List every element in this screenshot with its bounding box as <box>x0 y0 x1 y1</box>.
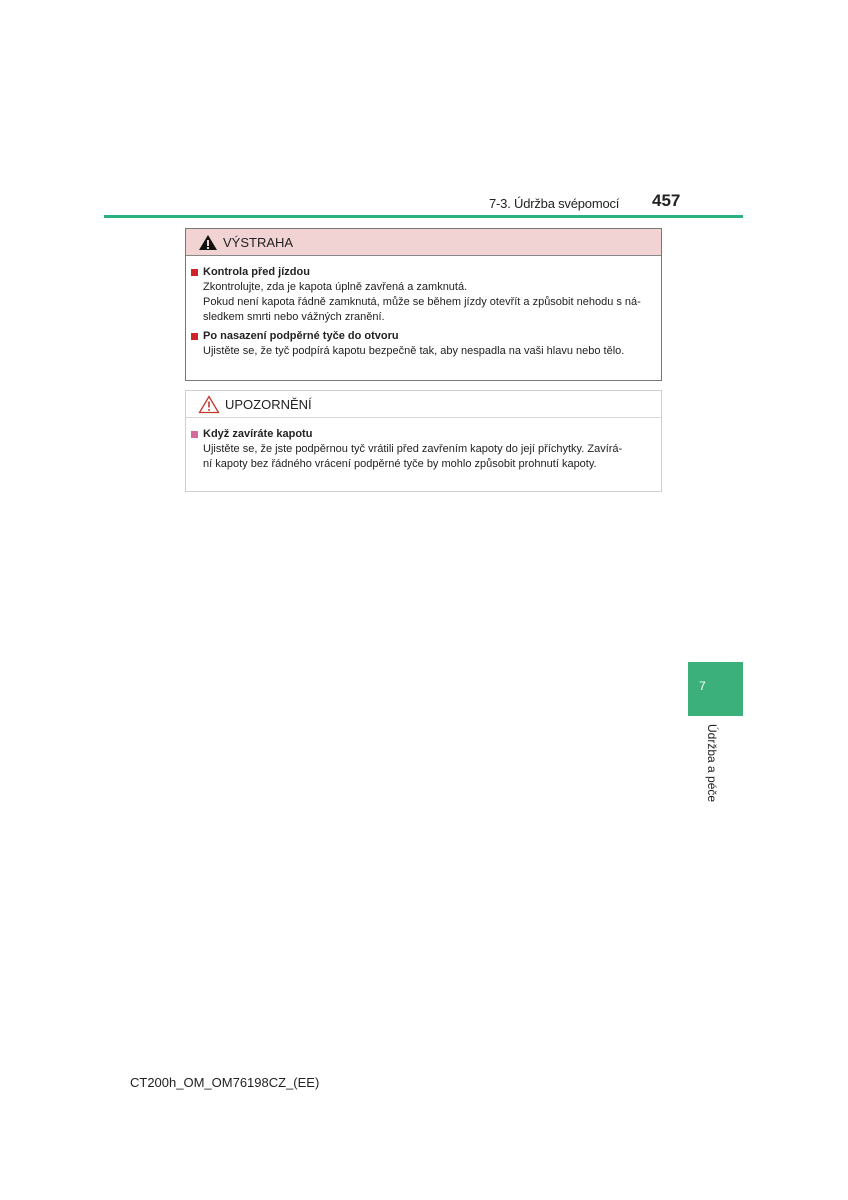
warning-item-heading-text: Kontrola před jízdou <box>203 266 310 278</box>
chapter-number: 7 <box>699 679 706 693</box>
caution-title: UPOZORNĚNÍ <box>225 396 312 412</box>
text-line: Zkontrolujte, zda je kapota úplně zavřená a zamknutá. <box>203 281 468 293</box>
caution-item-heading-text: Když zavíráte kapotu <box>203 428 313 440</box>
warning-item-text <box>191 280 653 325</box>
document-code: CT200h_OM_OM76198CZ_(EE) <box>130 1075 320 1090</box>
text-line: Pokud není kapota řádně zamknutá, může se během jízdy otevřít a způsobit nehodu s ná- <box>203 296 641 308</box>
warning-item-text <box>191 344 653 359</box>
warning-box <box>185 228 662 381</box>
warning-triangle-icon <box>198 234 218 251</box>
caution-box <box>185 390 662 492</box>
chapter-label: Údržba a péče <box>705 724 719 803</box>
section-title: 7-3. Údržba svépomocí <box>489 196 620 211</box>
page-number: 457 <box>652 191 681 210</box>
caution-header <box>186 391 661 418</box>
text-line: Ujistěte se, že tyč podpírá kapotu bezpečně tak, aby nespadla na vaši hlavu nebo tělo. <box>203 345 625 357</box>
warning-item-heading <box>191 328 653 344</box>
caution-item-heading <box>191 426 653 442</box>
header-divider <box>104 215 743 218</box>
chapter-tab <box>688 662 743 716</box>
warning-body <box>186 256 661 359</box>
warning-item-heading <box>191 264 653 280</box>
text-line: Ujistěte se, že jste podpěrnou tyč vrátili před zavřením kapoty do její příchytky. Zavírá- <box>203 443 623 455</box>
warning-header <box>186 229 661 256</box>
caution-body <box>186 418 661 472</box>
square-bullet-icon <box>191 269 198 276</box>
text-line: ní kapoty bez řádného vrácení podpěrné tyče by mohlo způsobit prohnutí kapoty. <box>203 458 597 470</box>
caution-item-text <box>191 442 653 472</box>
text-line: sledkem smrti nebo vážných zranění. <box>203 311 385 323</box>
caution-triangle-icon <box>198 395 220 414</box>
square-bullet-icon <box>191 333 198 340</box>
square-bullet-icon <box>191 431 198 438</box>
warning-item-heading-text: Po nasazení podpěrné tyče do otvoru <box>203 330 399 342</box>
warning-title: VÝSTRAHA <box>223 234 294 250</box>
